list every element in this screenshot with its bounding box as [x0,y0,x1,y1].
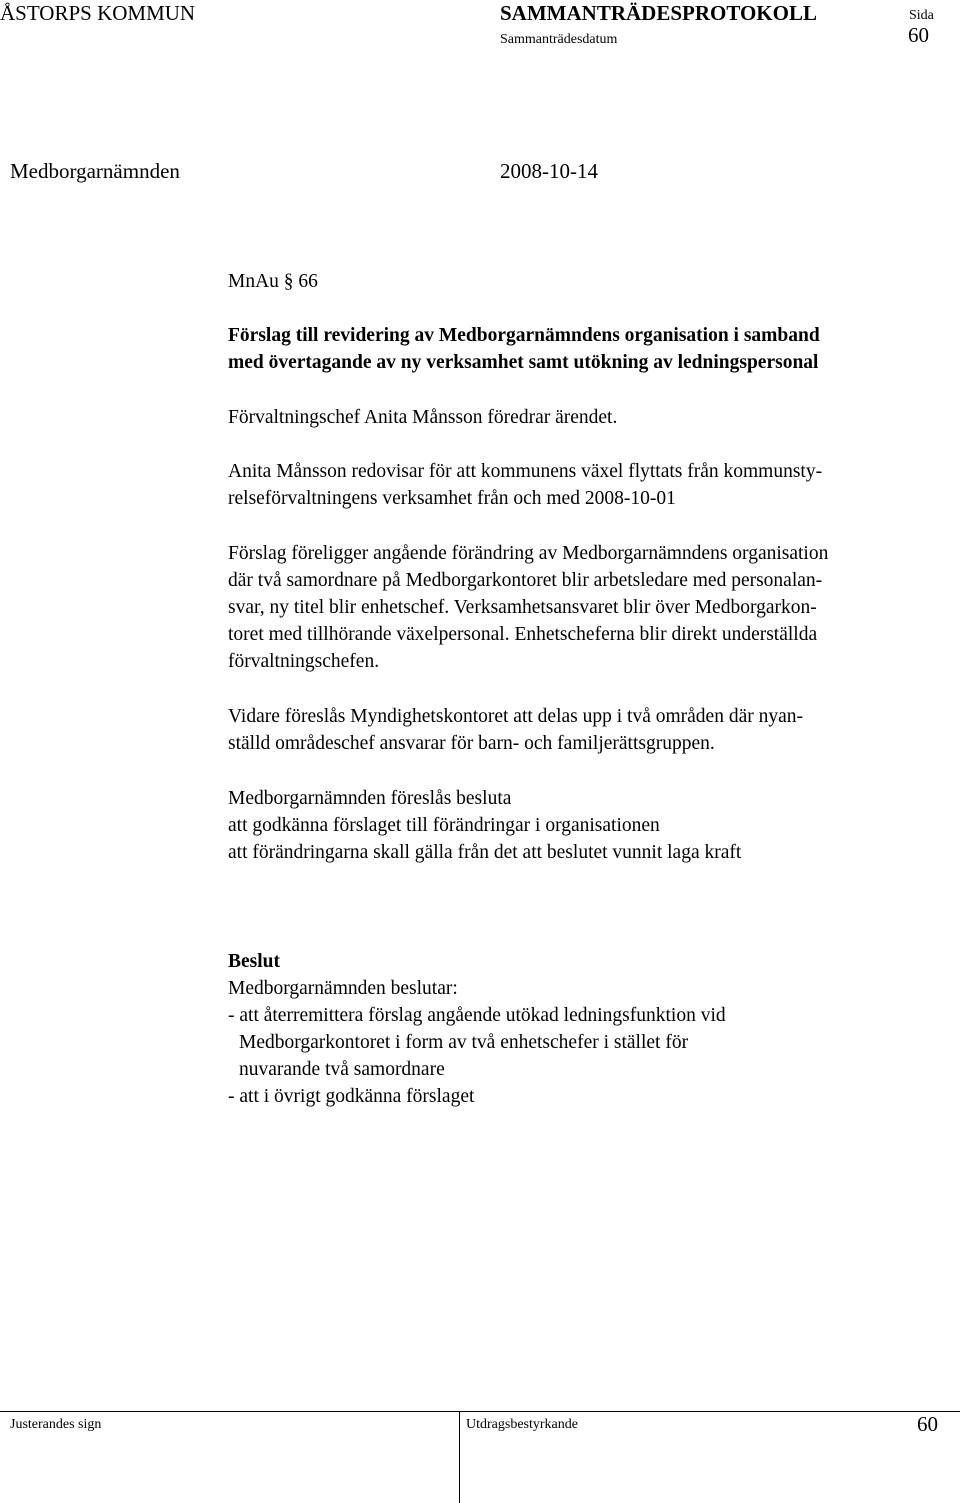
paragraph-line: förvaltningschefen. [228,651,380,672]
certification-label: Utdragsbestyrkande [466,1417,578,1432]
section-title-line: med övertagande av ny verksamhet samt utökning av ledningspersonal [228,352,819,373]
paragraph-line: där två samordnare på Medborgarkontoret blir arbetsledare med personalan- [228,570,823,591]
section-title [228,322,820,376]
decision-item-continuation: nuvarande två samordnare [239,1059,445,1080]
decision-intro: Medborgarnämnden beslutar: [228,978,458,999]
signature-label: Justerandes sign [10,1417,102,1432]
section-title-line: Förslag till revidering av Medborgarnämndens organisation i samband [228,325,820,346]
paragraph-line: ställd områdeschef ansvarar för barn- och familjerättsgruppen. [228,733,715,754]
organization-name: ÅSTORPS KOMMUN [0,1,196,25]
document-type: SAMMANTRÄDESPROTOKOLL [500,1,817,25]
presenter-line: Förvaltningschef Anita Månsson föredrar ärendet. [228,407,618,428]
paragraph-3 [228,703,803,757]
section-reference: MnAu § 66 [228,271,318,292]
proposal-line: att godkänna förslaget till förändringar i organisationen [228,815,660,836]
paragraph-line: svar, ny titel blir enhetschef. Verksamhetsansvaret blir över Medborgarkon- [228,597,817,618]
decision-item: - att återremittera förslag angående utökad ledningsfunktion vid [228,1005,726,1026]
footer-divider [0,1411,960,1412]
paragraph-2 [228,540,828,675]
page-number: 60 [908,23,929,47]
paragraph-line: relseförvaltningens verksamhet från och med 2008-10-01 [228,488,676,509]
meeting-date: 2008-10-14 [500,159,598,183]
proposal-line: att förändringarna skall gälla från det att beslutet vunnit laga kraft [228,842,742,863]
decision-item-continuation: Medborgarkontoret i form av två enhetschefer i stället för [239,1032,689,1053]
page-label: Sida [909,8,934,23]
proposal [228,785,741,866]
decision-item: - att i övrigt godkänna förslaget [228,1086,475,1107]
paragraph-line: Förslag föreligger angående förändring av Medborgarnämndens organisation [228,543,829,564]
meeting-date-label: Sammanträdesdatum [500,32,618,47]
proposal-line: Medborgarnämnden föreslås besluta [228,788,512,809]
paragraph-line: toret med tillhörande växelpersonal. Enhetscheferna blir direkt underställda [228,624,818,645]
paragraph-line: Vidare föreslås Myndighetskontoret att delas upp i två områden där nyan- [228,706,803,727]
paragraph-line: Anita Månsson redovisar för att kommunens växel flyttats från kommunsty- [228,461,823,482]
committee-name: Medborgarnämnden [10,159,180,183]
decision [228,948,726,1110]
decision-heading: Beslut [228,951,281,972]
footer-column-divider [459,1411,460,1503]
footer-page-number: 60 [917,1412,938,1436]
paragraph-1 [228,458,822,512]
